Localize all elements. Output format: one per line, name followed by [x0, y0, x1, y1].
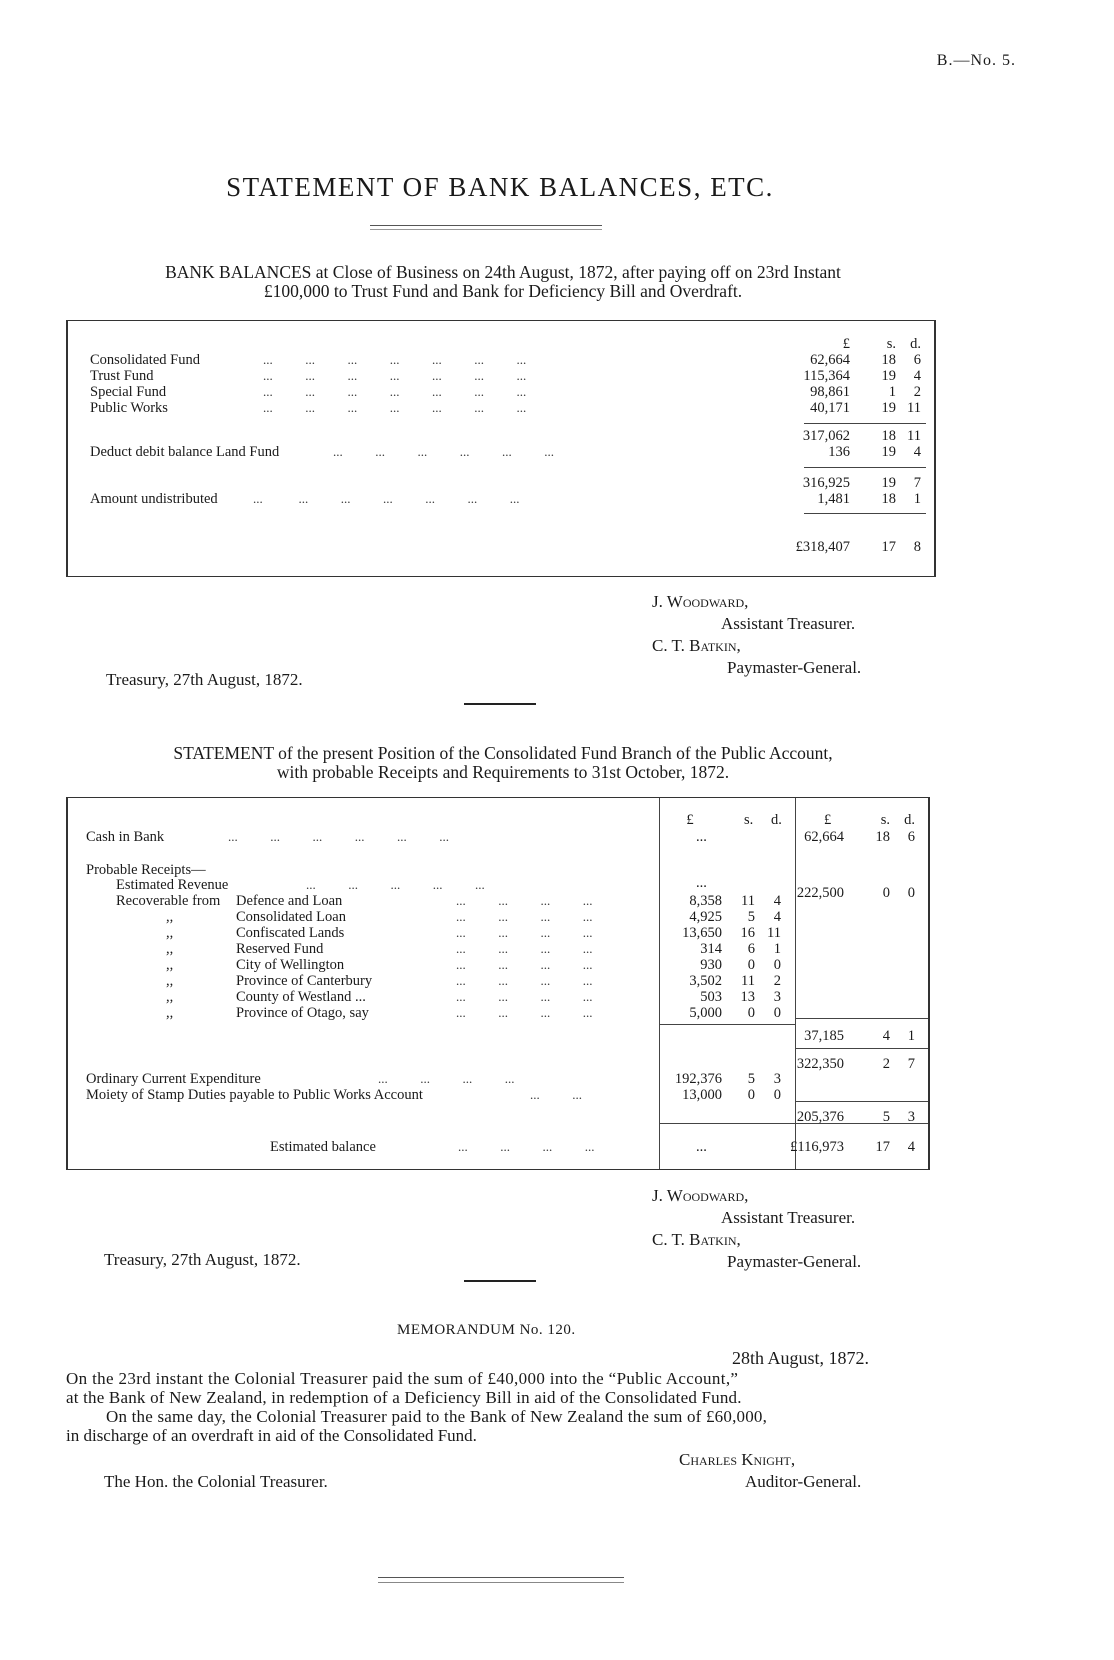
subtotal2-shillings: 19 [881, 475, 896, 491]
subtotal1-shillings: 18 [881, 428, 896, 444]
row-label-public-works: Public Works [90, 400, 168, 416]
receipts-total-shillings: 2 [882, 1056, 890, 1072]
recoverable-rule [659, 1024, 795, 1025]
recoverable-total-pounds: 37,185 [804, 1028, 844, 1044]
right-pounds-header: £ [824, 812, 832, 828]
total-pence: 8 [913, 539, 921, 555]
balance-mid: ... [696, 1139, 707, 1155]
cash-pounds: 62,664 [804, 829, 844, 845]
moiety-stamp-duties-label: Moiety of Stamp Duties payable to Public Works Account [86, 1087, 423, 1103]
cash-shillings: 18 [875, 829, 890, 845]
signatory-woodward: J. Woodward, [652, 1186, 749, 1205]
row-label-consolidated-fund: Consolidated Fund [90, 352, 200, 368]
pounds-header: £ [842, 336, 850, 352]
recoverable-item-pence: 2 [773, 973, 781, 989]
recoverable-item-pence: 4 [773, 909, 781, 925]
recoverable-item-pence: 11 [767, 925, 781, 941]
leader-dots: ... ... ... ... ... ... ... [263, 368, 527, 383]
leader-dots: ... ... ... ... [378, 1071, 515, 1086]
deduct-pounds: 136 [828, 444, 850, 460]
est-revenue-shillings: 0 [882, 885, 890, 901]
recoverable-ditto: ,, [166, 1005, 174, 1021]
section-divider [464, 703, 536, 705]
signatory-batkin: C. T. Batkin, [652, 636, 741, 655]
signatory-title-paymaster-general: Paymaster-General. [727, 1252, 862, 1271]
total-rule [804, 513, 926, 514]
mid-pence-header: d. [771, 812, 782, 828]
subtotal-rule [804, 423, 926, 424]
probable-receipts-label: Probable Receipts— [86, 862, 206, 878]
recoverable-item-shillings: 5 [747, 909, 755, 925]
recoverable-item-shillings: 11 [741, 973, 755, 989]
undistributed-shillings: 18 [881, 491, 896, 507]
balance-pounds: £116,973 [790, 1139, 844, 1155]
footer-rule [378, 1577, 624, 1578]
recoverable-from-label: Recoverable from [116, 893, 221, 909]
row-shillings: 1 [888, 384, 896, 400]
requirements-total-pence: 3 [907, 1109, 915, 1125]
receipts-total-pounds: 322,350 [796, 1056, 844, 1072]
undistributed-label: Amount undistributed [90, 491, 218, 507]
row-label-trust-fund: Trust Fund [90, 368, 154, 384]
ordinary-shillings: 5 [747, 1071, 755, 1087]
recoverable-item-label: City of Wellington [236, 957, 345, 973]
memorandum-heading: MEMORANDUM No. 120. [397, 1322, 576, 1338]
recoverable-item-label: Reserved Fund [236, 941, 324, 957]
statement-caption-line2: with probable Receipts and Requirements to 31st October, 1872. [276, 762, 730, 782]
recoverable-item-pence: 0 [773, 957, 781, 973]
total-pounds: £318,407 [795, 539, 850, 555]
moiety-pence: 0 [773, 1087, 781, 1103]
ordinary-pounds: 192,376 [674, 1071, 722, 1087]
leader-dots: ... ... ... ... ... ... ... [253, 491, 520, 506]
shillings-header: s. [886, 336, 896, 352]
recoverable-item-pence: 0 [773, 1005, 781, 1021]
footer-rule-2 [378, 1582, 624, 1583]
estimated-balance-label: Estimated balance [270, 1139, 376, 1155]
subtotal1-pence: 11 [907, 428, 921, 444]
recoverable-ditto: ,, [166, 989, 174, 1005]
memo-paragraph1-line1: On the 23rd instant the Colonial Treasurer paid the sum of £40,000 into the “Public Account,” [66, 1369, 739, 1388]
right-shillings-header: s. [880, 812, 890, 828]
subtotal2-pence: 7 [913, 475, 921, 491]
memo-signer-title: Auditor-General. [745, 1472, 862, 1491]
page-reference: B.—No. 5. [936, 52, 1016, 69]
recoverable-item-pence: 3 [773, 989, 781, 1005]
memo-paragraph1-line2: at the Bank of New Zealand, in redemption of a Deficiency Bill in aid of the Consolidated Fund. [66, 1388, 742, 1407]
recoverable-ditto: ,, [166, 941, 174, 957]
signatory-title-assistant-treasurer: Assistant Treasurer. [721, 1208, 856, 1227]
recoverable-item-pounds: 930 [700, 957, 722, 973]
mid-shillings-header: s. [744, 812, 754, 828]
recoverable-ditto: ,, [166, 973, 174, 989]
cash-pence: 6 [907, 829, 915, 845]
bank-caption-line1: BANK BALANCES at Close of Business on 24th August, 1872, after paying off on 23rd Instant [165, 262, 841, 282]
leader-dots-column: ... ... ... ... ... ... ... ... ... ... ... ... ... ... ... ... ... ... ... ... ... ... ... ... ... ... ... ... ... ... ... ... [456, 893, 593, 1020]
signatory-batkin: C. T. Batkin, [652, 1230, 741, 1249]
recoverable-item-shillings: 0 [747, 957, 755, 973]
right-pence-header: d. [904, 812, 915, 828]
row-pounds: 115,364 [803, 368, 850, 384]
moiety-shillings: 0 [747, 1087, 755, 1103]
leader-dots: ... ... ... ... ... ... ... [263, 400, 527, 415]
pence-header: d. [910, 336, 921, 352]
leader-dots: ... ... [530, 1087, 582, 1102]
column-divider [659, 798, 660, 1169]
recoverable-item-pounds: 5,000 [689, 1005, 722, 1021]
subtotal2-pounds: 316,925 [802, 475, 850, 491]
undistributed-pounds: 1,481 [817, 491, 850, 507]
recoverable-item-pence: 1 [773, 941, 781, 957]
treasury-date: Treasury, 27th August, 1872. [106, 670, 303, 689]
recoverable-item-shillings: 16 [740, 925, 755, 941]
row-pence: 2 [913, 384, 921, 400]
total-shillings: 17 [881, 539, 896, 555]
deduct-label: Deduct debit balance Land Fund [90, 444, 280, 460]
ordinary-pence: 3 [773, 1071, 781, 1087]
recoverable-item-pounds: 314 [700, 941, 722, 957]
ordinary-expenditure-label: Ordinary Current Expenditure [86, 1071, 261, 1087]
receipts-total-rule [795, 1048, 928, 1049]
receipts-rule [795, 1018, 928, 1019]
recoverable-item-pounds: 8,358 [689, 893, 722, 909]
recoverable-total-pence: 1 [907, 1028, 915, 1044]
recoverable-item-shillings: 11 [741, 893, 755, 909]
receipts-total-pence: 7 [907, 1056, 915, 1072]
section-divider [464, 1280, 536, 1282]
est-revenue-pounds: 222,500 [796, 885, 844, 901]
row-pounds: 98,861 [810, 384, 850, 400]
subtotal-rule [804, 467, 926, 468]
recoverable-item-shillings: 0 [747, 1005, 755, 1021]
requirements-total-pounds: 205,376 [796, 1109, 844, 1125]
recoverable-item-label: Province of Otago, say [236, 1005, 369, 1021]
leader-dots: ... ... ... ... [458, 1139, 595, 1154]
recoverable-item-label: Defence and Loan [236, 893, 343, 909]
subtotal1-pounds: 317,062 [802, 428, 850, 444]
memo-paragraph2-line1: On the same day, the Colonial Treasurer paid to the Bank of New Zealand the sum of £60,000, [106, 1407, 768, 1426]
leader-dots: ... ... ... ... ... ... ... [263, 352, 527, 367]
recoverable-item-pounds: 4,925 [689, 909, 722, 925]
recoverable-item-shillings: 6 [747, 941, 755, 957]
recoverable-ditto: ,, [166, 925, 174, 941]
recoverable-item-pounds: 3,502 [689, 973, 722, 989]
mid-pounds-header: £ [686, 812, 694, 828]
recoverable-ditto: ,, [166, 909, 174, 925]
estimated-revenue-label: Estimated Revenue [116, 877, 229, 893]
balance-pence: 4 [907, 1139, 915, 1155]
recoverable-total-shillings: 4 [882, 1028, 890, 1044]
requirements-rule [795, 1101, 928, 1102]
deduct-shillings: 19 [881, 444, 896, 460]
row-pence: 6 [913, 352, 921, 368]
moiety-pounds: 13,000 [682, 1087, 722, 1103]
page-title: STATEMENT OF BANK BALANCES, ETC. [226, 172, 774, 202]
cash-mid: ... [696, 829, 707, 845]
title-divider-2 [370, 229, 602, 230]
memorandum-date: 28th August, 1872. [732, 1348, 870, 1368]
signatory-title-assistant-treasurer: Assistant Treasurer. [721, 614, 856, 633]
leader-dots: ... ... ... ... ... [306, 877, 485, 892]
balance-rule [659, 1123, 928, 1124]
row-shillings: 19 [881, 400, 896, 416]
signatory-woodward: J. Woodward, [652, 592, 749, 611]
title-divider [370, 225, 602, 226]
recoverable-item-pence: 4 [773, 893, 781, 909]
row-shillings: 19 [881, 368, 896, 384]
memo-addressee: The Hon. the Colonial Treasurer. [104, 1472, 328, 1491]
memo-signer: Charles Knight, [679, 1450, 796, 1469]
bank-caption-line2: £100,000 to Trust Fund and Bank for Deficiency Bill and Overdraft. [263, 281, 743, 301]
row-pounds: 40,171 [810, 400, 850, 416]
leader-dots: ... ... ... ... ... ... [228, 829, 449, 844]
recoverable-item-label: Consolidated Loan [236, 909, 346, 925]
est-revenue-mid: ... [696, 875, 707, 891]
memo-paragraph2-line2: in discharge of an overdraft in aid of the Consolidated Fund. [66, 1426, 477, 1445]
row-pounds: 62,664 [810, 352, 850, 368]
leader-dots: ... ... ... ... ... ... ... [263, 384, 527, 399]
bank-balances-table [66, 320, 936, 577]
column-divider [795, 798, 796, 1169]
cash-in-bank-label: Cash in Bank [86, 829, 165, 845]
undistributed-pence: 1 [913, 491, 921, 507]
recoverable-ditto: ,, [166, 957, 174, 973]
signatory-title-paymaster-general: Paymaster-General. [727, 658, 862, 677]
requirements-total-shillings: 5 [882, 1109, 890, 1125]
row-label-special-fund: Special Fund [90, 384, 167, 400]
recoverable-item-label: Province of Canterbury [236, 973, 373, 989]
deduct-pence: 4 [913, 444, 921, 460]
treasury-date: Treasury, 27th August, 1872. [104, 1250, 301, 1269]
est-revenue-pence: 0 [907, 885, 915, 901]
row-pence: 11 [907, 400, 921, 416]
statement-caption-line1: STATEMENT of the present Position of the Consolidated Fund Branch of the Public Account, [173, 743, 833, 763]
consolidated-fund-statement-table [66, 797, 930, 1170]
recoverable-item-label: Confiscated Lands [236, 925, 345, 941]
recoverable-item-pounds: 13,650 [682, 925, 722, 941]
recoverable-item-shillings: 13 [740, 989, 755, 1005]
leader-dots: ... ... ... ... ... ... [333, 444, 554, 459]
row-shillings: 18 [881, 352, 896, 368]
recoverable-item-label: County of Westland ... [236, 989, 366, 1005]
balance-shillings: 17 [875, 1139, 890, 1155]
recoverable-item-pounds: 503 [700, 989, 722, 1005]
row-pence: 4 [913, 368, 921, 384]
